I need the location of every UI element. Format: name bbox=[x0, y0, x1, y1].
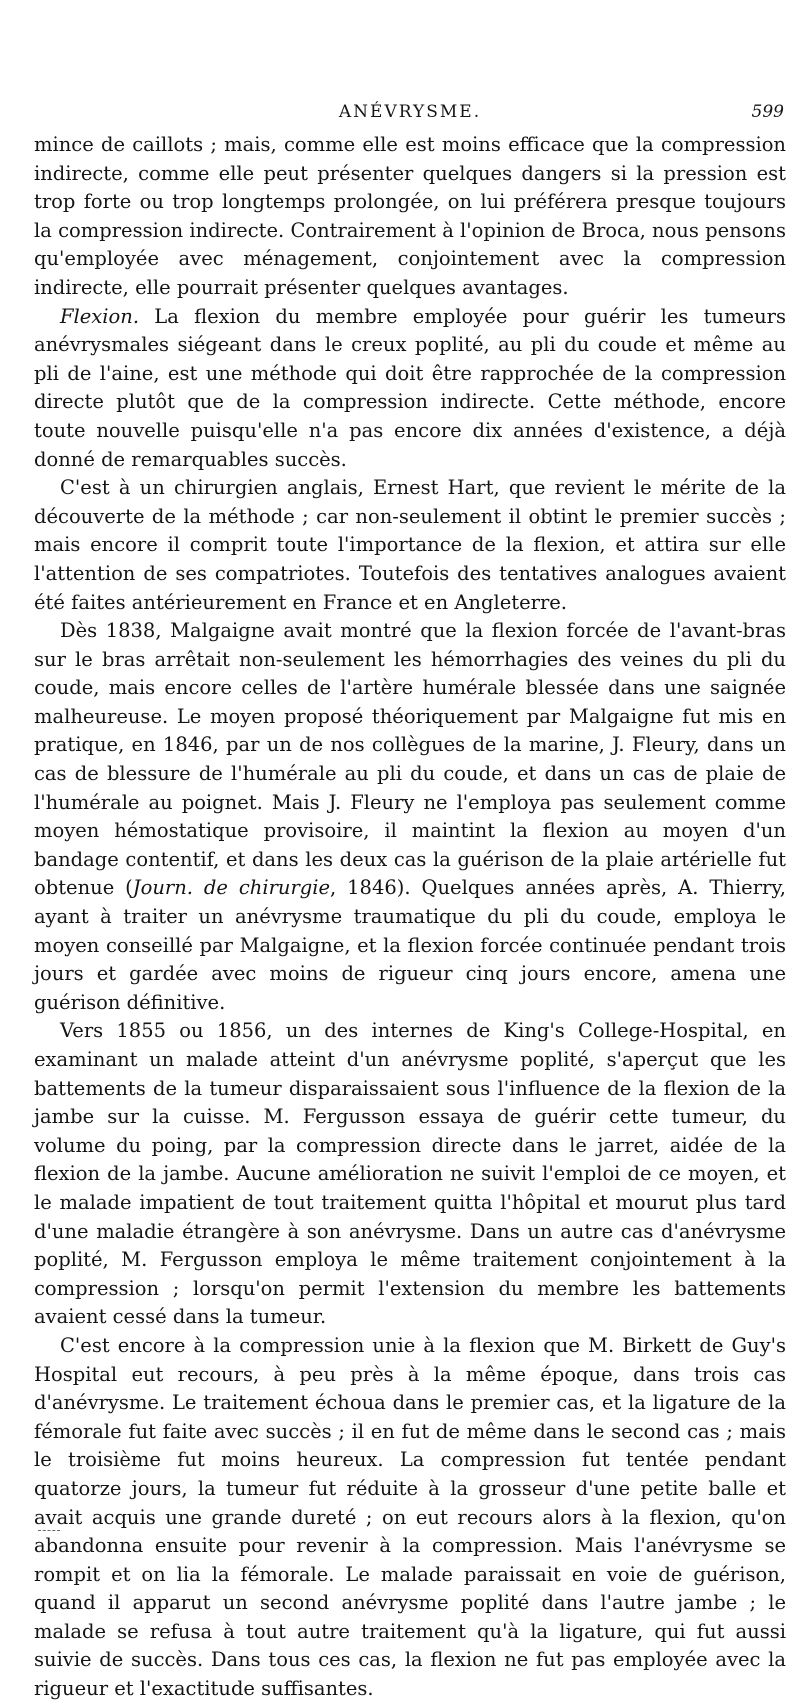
paragraph-ernest-hart: C'est à un chirurgien anglais, Ernest Hart, que revient le mérite de la découverte de la méthode ; car non-seulement il obtint le premier succès ; mais encore il comprit toute l'importance de la flexion, et attira sur elle l'attention de ses compatriotes. Toutefois des tentatives analogues avaient été faites antérieurement en France et en Angleterre. bbox=[34, 476, 786, 614]
running-title: ANÉVRYSME. bbox=[338, 102, 482, 122]
paragraph-flexion bbox=[34, 303, 786, 475]
footer-dash-mark bbox=[38, 1530, 60, 1532]
paragraph-compression-directe: mince de caillots ; mais, comme elle est moins efficace que la compression indirecte, comme elle peut présenter quelques dangers si la pression est trop forte ou trop longtemps prolongée, on lui préférera presque toujours la compression indirecte. Contrairement à l'opinion de Broca, nous pensons qu'employée avec ménagement, conjointement avec la compression indirecte, elle pourrait présenter quelques avantages. bbox=[34, 133, 786, 299]
page-header bbox=[34, 100, 786, 126]
paragraph-birkett: C'est encore à la compression unie à la flexion que M. Birkett de Guy's Hospital eut recours, à peu près à la même époque, dans trois cas d'anévrysme. Le traitement échoua dans le premier cas, et la ligature de la fémorale fut faite avec succès ; il en fut de même dans le second cas ; mais le troisième fut moins heureux. La compression fut tentée pendant quatorze jours, la tumeur fut réduite à la grosseur d'une petite balle et avait acquis une grande dureté ; on eut recours alors à la flexion, qu'on abandonna ensuite pour revenir à la compression. Mais l'anévrysme se rompit et on lia la fémorale. Le malade paraissait en voie de guérison, quand il apparut un second anévrysme poplité dans l'autre jambe ; le malade se refusa à tout autre traitement qu'à la ligature, qui fut aussi suivie de succès. Dans tous ces cas, la flexion ne fut pas employée avec la rigueur et l'exactitude suffisantes. bbox=[34, 1333, 786, 1701]
page-number: 599 bbox=[751, 102, 784, 122]
paragraph-flexion-text: La flexion du membre employée pour guérir les tumeurs anévrysmales siégeant dans le creux poplité, au pli du coude et même au pli de l'aine, est une méthode qui doit être rapprochée de la compression directe plutôt que de la compression indirecte. Cette méthode, encore toute nouvelle puisqu'elle n'a pas encore dix années d'existence, a déjà donné de remarquables succès. bbox=[34, 304, 786, 471]
section-label-flexion: Flexion. bbox=[60, 304, 140, 328]
paragraph-malgaigne bbox=[34, 617, 786, 1017]
citation-journal: Journ. de chirurgie bbox=[132, 876, 331, 900]
paragraph-malgaigne-text-1: Dès 1838, Malgaigne avait montré que la flexion forcée de l'avant-bras sur le bras arrêtait non-seulement les hémorrhagies des veines du pli du coude, mais encore celles de l'artère humérale blessée dans une saignée malheureuse. Le moyen proposé théoriquement par Malgaigne fut mis en pratique, en 1846, par un de nos collègues de la marine, J. Fleury, dans un cas de blessure de l'humérale au pli du coude, et dans un cas de plaie de l'humérale au poignet. Mais J. Fleury ne l'employa pas seulement comme moyen hémostatique provisoire, il maintint la flexion au moyen d'un bandage contentif, et dans les deux cas la guérison de la plaie artérielle fut obtenue ( bbox=[34, 619, 786, 900]
body-text bbox=[34, 131, 786, 1704]
paragraph-fergusson: Vers 1855 ou 1856, un des internes de King's College-Hospital, en examinant un malade atteint d'un anévrysme poplité, s'aperçut que les battements de la tumeur disparaissaient sous l'influence de la flexion de la jambe sur la cuisse. M. Fergusson essaya de guérir cette tumeur, du volume du poing, par la compression directe dans le jarret, aidée de la flexion de la jambe. Aucune amélioration ne suivit l'emploi de ce moyen, et le malade impatient de tout traitement quitta l'hôpital et mourut plus tard d'une maladie étrangère à son anévrysme. Dans un autre cas d'anévrysme poplité, M. Fergusson employa le même traitement conjointement à la compression ; lorsqu'on permit l'extension du membre les battements avaient cessé dans la tumeur. bbox=[34, 1019, 786, 1329]
paragraph-malgaigne-text-2: , 1846). Quelques années après, A. Thierry, ayant à traiter un anévrysme traumatique du pli du coude, employa le moyen conseillé par Malgaigne, et la flexion forcée continuée pendant trois jours et gardée avec moins de rigueur cinq jours encore, amena une guérison définitive. bbox=[34, 876, 786, 1014]
